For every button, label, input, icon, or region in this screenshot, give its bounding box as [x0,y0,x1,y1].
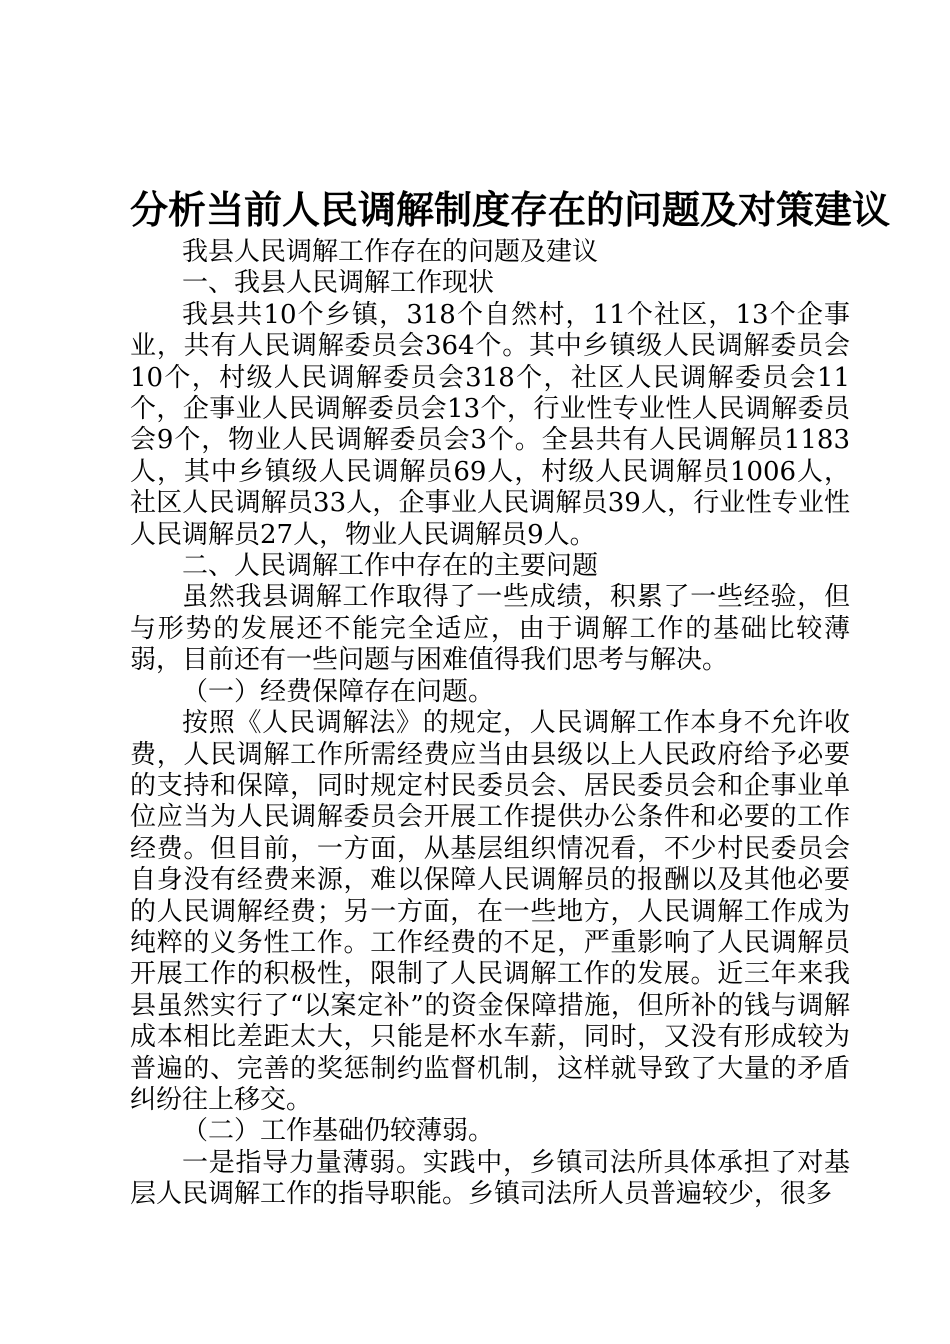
body-paragraph: 我县人民调解工作存在的问题及建议 [182,237,599,267]
section-heading: 一、我县人民调解工作现状 [182,268,495,299]
body-paragraph: 按照《人民调解法》的规定，人民调解工作本身不允许收费，人民调解工作所需经费应当由县级以上人民政府给予必要的支持和保障，同时规定村民委员会、居民委员会和企事业单位应当为人民调解委员会开展工作提供办公条件和必要的工作经费。但目前，一方面，从基层组织情况看，不少村民委员会自身没有经费来源，难以保障人民调解员的报酬以及其他必要的人民调解经费；另一方面，在一些地方，人民调解工作成为纯粹的义务性工作。工作经费的不足，严重影响了人民调解员开展工作的积极性，限制了人民调解工作的发展。近三年来我县虽然实行了“以案定补”的资金保障措施，但所补的钱与调解成本相比差距太大，只能是杯水车薪，同时，又没有形成较为普遍的、完善的奖惩制约监督机制，这样就导致了大量的矛盾纠纷往上移交。 [130,708,850,1115]
body-paragraph: 虽然我县调解工作取得了一些成绩，积累了一些经验，但与形势的发展还不能完全适应，由于调解工作的基础比较薄弱，目前还有一些问题与困难值得我们思考与解决。 [130,582,850,676]
subsection-heading: （二）工作基础仍较薄弱。 [182,1116,495,1147]
section-heading: 二、人民调解工作中存在的主要问题 [182,551,599,582]
subsection-heading: （一）经费保障存在问题。 [182,676,495,707]
body-paragraph: 一是指导力量薄弱。实践中，乡镇司法所具体承担了对基层人民调解工作的指导职能。乡镇司法所人员普遍较少，很多 [130,1147,850,1210]
document-body [130,237,850,1211]
document-title: 分析当前人民调解制度存在的问题及对策建议 [130,187,891,232]
body-paragraph: 我县共10个乡镇，318个自然村，11个社区，13个企事业，共有人民调解委员会364个。其中乡镇级人民调解委员会10个，村级人民调解委员会318个，社区人民调解委员会11个，企事业人民调解委员会13个，行业性专业性人民调解委员会9个，物业人民调解委员会3个。全县共有人民调解员1183人，其中乡镇级人民调解员69人，村级人民调解员1006人，社区人民调解员33人，企事业人民调解员39人，行业性专业性人民调解员27人，物业人民调解员9人。 [130,299,850,550]
